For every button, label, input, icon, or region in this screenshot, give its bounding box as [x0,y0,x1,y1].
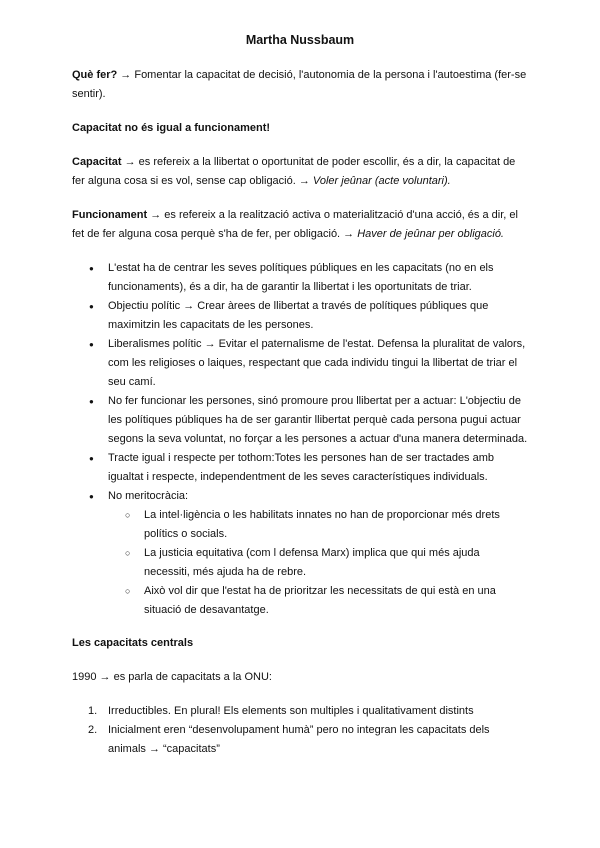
item-text: Inicialment eren “desenvolupament humà” pero no integran les capacitats dels animals → “capacitats” [108,724,490,755]
list-item-label: No meritocràcia: [108,490,189,502]
sub-list-item: ○ Això vol dir que l'estat ha de prioritzar les necessitats de qui està en una situació de desavantatge. [108,582,528,620]
list-item: ● Tracte igual i respecte per tothom:Totes les persones han de ser tractades amb igualtat i respecte, independentment de les seves característiques individuals. [72,449,528,487]
item-number: 1. [88,705,98,717]
item-number: 2. [88,724,98,736]
numbered-item [72,702,528,721]
section-heading-capacitat: Capacitat no és igual a funcionament! [72,122,271,134]
funcionament-example: Haver de jeûnar per obligació. [357,228,504,240]
sub-bullet-list [108,506,528,620]
capacitat-text: → es refereix a la llibertat o oportunitat de poder escollir, és a dir, la capacitat de fer alguna cosa si es vol, sense cap obligació. → [72,156,516,187]
funcionament-text: → es refereix a la realització activa o materialització d'una acció, és a dir, el fet de fer alguna cosa perquè s'ha de fer, per obligació. → [72,209,518,240]
list-item: ● No fer funcionar les persones, sinó promoure prou llibertat per a actuar: L'objectiu de les polítiques públiques ha de ser garantir llibertat perquè cada persona pugui actuar segons la seva voluntat, no forçar a les persones a actuar d'una manera determinada. [72,392,528,449]
capacitat-paragraph [72,153,528,191]
sub-list-item: ○ La intel·ligència o les habilitats innates no han de proporcionar més drets polítics o socials. [108,506,528,544]
document-page [72,30,528,759]
onu-line: 1990 → es parla de capacitats a la ONU: [72,671,272,683]
numbered-list [72,702,528,759]
list-item: ● Objectiu polític → Crear àrees de llibertat a través de polítiques públiques que maximitzin les capacitats de les persones. [72,297,528,335]
numbered-item [72,721,528,759]
bullet-list [72,259,528,620]
section-heading-capacitats-centrals: Les capacitats centrals [72,637,194,649]
funcionament-label: Funcionament [72,209,148,221]
page-title: Martha Nussbaum [245,33,355,47]
sub-list-item: ○ La justicia equitativa (com l defensa Marx) implica que qui més ajuda necessiti, més ajuda ha de rebre. [108,544,528,582]
capacitat-label: Capacitat [72,156,122,168]
list-item-meritocracia [72,487,528,620]
intro-label: Què fer? [72,69,118,81]
funcionament-paragraph [72,206,528,244]
intro-paragraph [72,66,528,104]
list-item: ● L'estat ha de centrar les seves polítiques públiques en les capacitats (no en els funcionaments), és a dir, ha de garantir la llibertat i les oportunitats de triar. [72,259,528,297]
capacitat-example: Voler jeûnar (acte voluntari). [312,175,451,187]
intro-text: → Fomentar la capacitat de decisió, l'autonomia de la persona i l'autoestima (fer-se sentir). [72,69,527,100]
item-text: Irreductibles. En plural! Els elements son multiples i qualitativament distints [108,705,474,717]
list-item: ● Liberalismes polític → Evitar el paternalisme de l'estat. Defensa la pluralitat de valors, com les religioses o laiques, respectant que cada individu tingui la llibertat de triar el seu camí. [72,335,528,392]
